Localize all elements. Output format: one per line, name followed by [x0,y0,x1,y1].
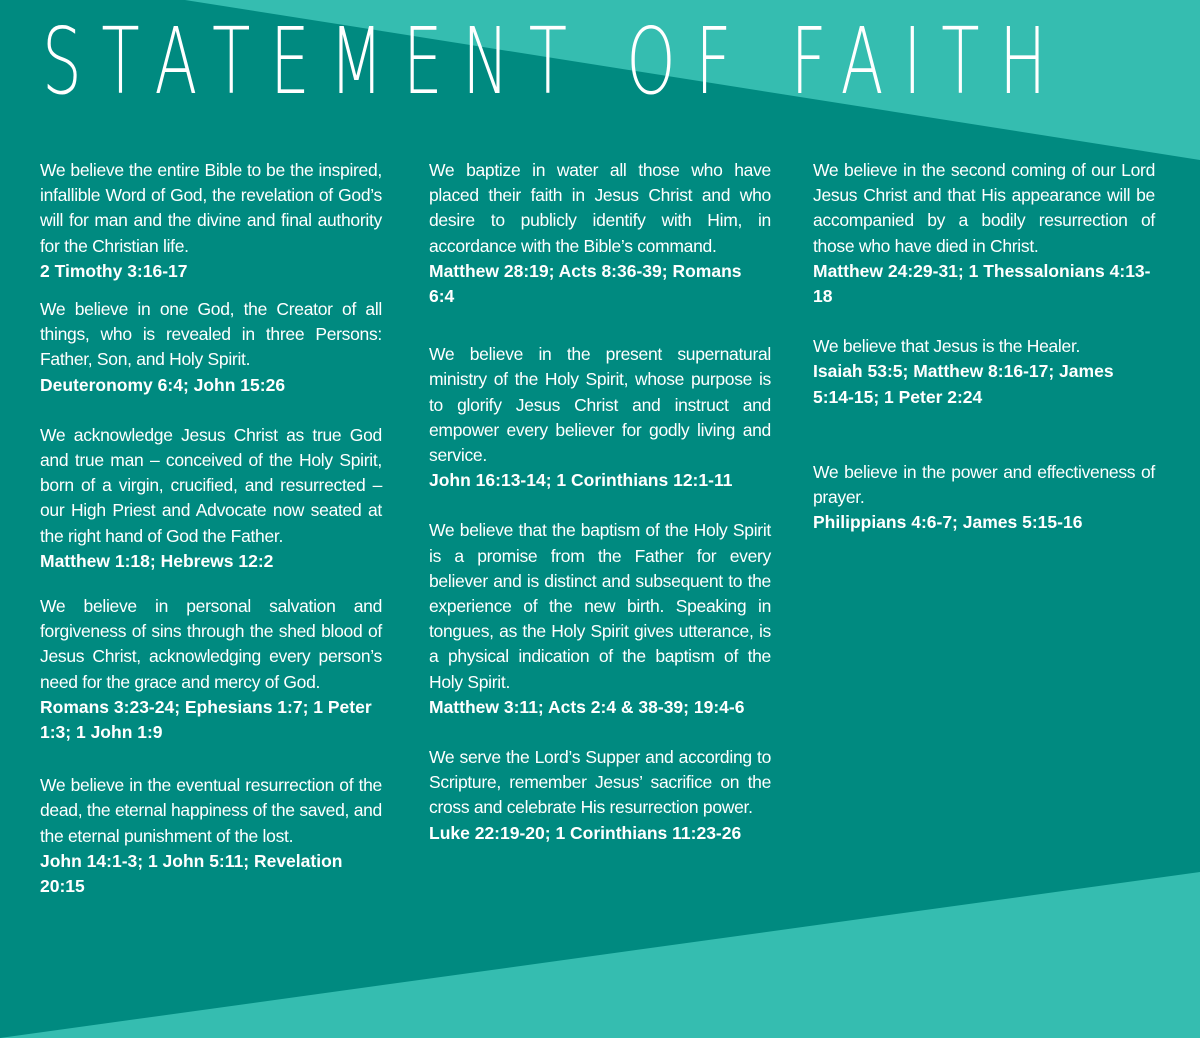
statement-text: We believe in the power and effectiveness of prayer. [813,461,1155,508]
column-3 [813,158,1155,535]
faith-statement-healer [813,334,1155,410]
statement-text: We acknowledge Jesus Christ as true God and true man – conceived of the Holy Spirit, born of a virgin, crucified, and resurrected – our High Priest and Advocate now seated at the right hand of God the Father. [40,424,382,546]
statement-text: We believe in the present supernatural ministry of the Holy Spirit, whose purpose is to glorify Jesus Christ and instruct and empower every believer for godly living and service. [429,344,771,466]
faith-statement-holy-spirit-ministry [429,342,771,493]
scripture-reference: John 16:13-14; 1 Corinthians 12:1-11 [429,470,733,491]
scripture-reference: Deuteronomy 6:4; John 15:26 [40,374,286,395]
statement-text: We believe in personal salvation and forgiveness of sins through the shed blood of Jesus Christ, acknowledging every person’s need for the grace and mercy of God. [40,596,382,692]
statement-text: We believe the entire Bible to be the inspired, infallible Word of God, the revelation of God’s will for man and the divine and final authority for the Christian life. [40,160,382,256]
scripture-reference: Matthew 1:18; Hebrews 12:2 [40,550,274,571]
statement-text: We serve the Lord’s Supper and according to Scripture, remember Jesus’ sacrifice on the cross and celebrate His resurrection power. [429,747,771,818]
scripture-reference: Matthew 28:19; Acts 8:36-39; Romans 6:4 [429,260,742,307]
statement-text: We believe in the second coming of our Lord Jesus Christ and that His appearance will be accompanied by a bodily resurrection of those who have died in Christ. [813,160,1155,256]
faith-statement-bible [40,158,382,284]
column-1 [40,158,382,899]
faith-statement-prayer [813,460,1155,536]
page-title: STATEMENT OF FAITH [42,8,1066,115]
scripture-reference: Matthew 3:11; Acts 2:4 & 38-39; 19:4-6 [429,696,745,717]
statement-text: We baptize in water all those who have placed their faith in Jesus Christ and who desire to publicly identify with Him, in accordance with the Bible’s command. [429,160,771,256]
column-2 [429,158,771,846]
faith-statement-second-coming [813,158,1155,309]
faith-statement-god [40,297,382,398]
scripture-reference: Luke 22:19-20; 1 Corinthians 11:23-26 [429,822,742,843]
scripture-reference: Matthew 24:29-31; 1 Thessalonians 4:13-18 [813,260,1151,307]
faith-statement-jesus [40,423,382,574]
faith-statement-holy-spirit-baptism [429,518,771,720]
statement-text: We believe that Jesus is the Healer. [813,336,1081,357]
statement-text: We believe in the eventual resurrection of the dead, the eternal happiness of the saved, and the eternal punishment of the lost. [40,775,382,846]
scripture-reference: Isaiah 53:5; Matthew 8:16-17; James 5:14-15; 1 Peter 2:24 [813,361,1114,407]
scripture-reference: Philippians 4:6-7; James 5:15-16 [813,512,1083,533]
faith-statement-salvation [40,594,382,745]
statement-text: We believe that the baptism of the Holy Spirit is a promise from the Father for every believer and is distinct and subsequent to the experience of the new birth. Speaking in tongues, as the Holy Spirit gives utterance, is a physical indication of the baptism of the Holy Spirit. [429,520,771,692]
faith-statement-lords-supper [429,745,771,846]
scripture-reference: John 14:1-3; 1 John 5:11; Revelation 20:15 [40,850,343,897]
faith-statement-resurrection [40,773,382,899]
faith-statement-baptism [429,158,771,309]
statement-text: We believe in one God, the Creator of all things, who is revealed in three Persons: Father, Son, and Holy Spirit. [40,299,382,370]
scripture-reference: Romans 3:23-24; Ephesians 1:7; 1 Peter 1:3; 1 John 1:9 [40,696,372,743]
scripture-reference: 2 Timothy 3:16-17 [40,260,188,281]
